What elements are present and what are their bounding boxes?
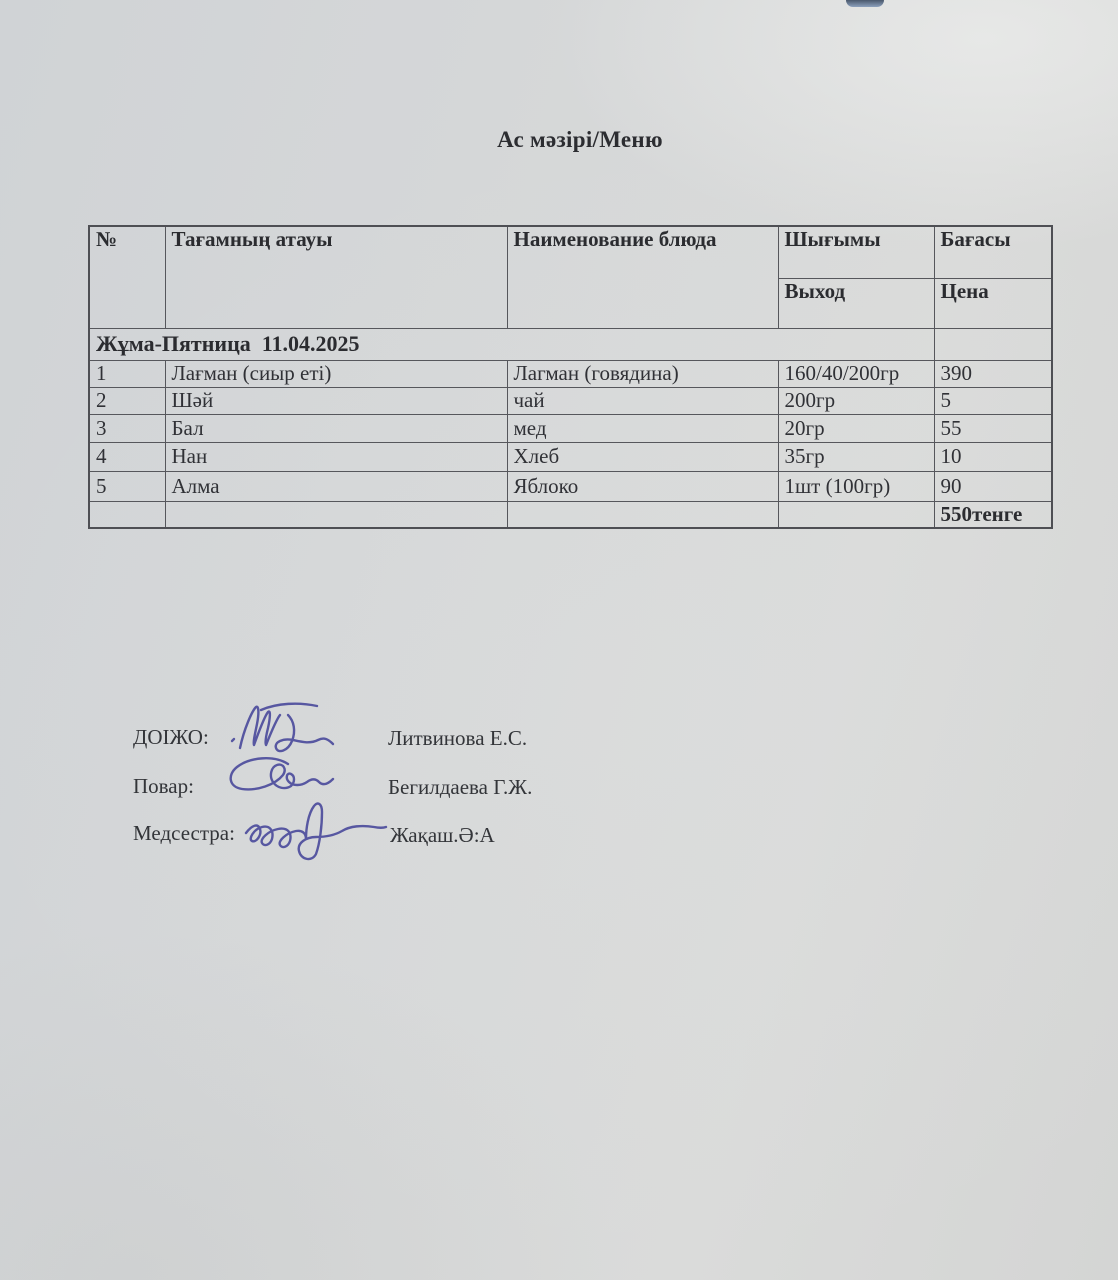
header-row-1: [89, 226, 1052, 278]
signature-person-name: Литвинова Е.С.: [388, 726, 528, 750]
section-empty-cell: [934, 328, 1052, 360]
cell-name-kk: Алма: [165, 471, 507, 501]
table-row: [89, 360, 1052, 387]
cell-name-kk: Бал: [165, 414, 507, 442]
cell-no: 1: [89, 360, 165, 387]
cell-price: 10: [934, 442, 1052, 471]
cell-price: 5: [934, 387, 1052, 414]
cell-no: 5: [89, 471, 165, 501]
empty-cell: [89, 501, 165, 528]
signature-role-label: Медсестра:: [133, 821, 235, 845]
cell-no: 4: [89, 442, 165, 471]
cell-name-ru: Яблоко: [507, 471, 778, 501]
cell-output: 20гр: [778, 414, 934, 442]
table-row: [89, 387, 1052, 414]
section-day-label: Жұма-Пятница 11.04.2025: [89, 328, 934, 360]
page-title: Ас мәзірі/Меню: [497, 127, 663, 152]
col-header-output-kk: Шығымы: [778, 226, 934, 278]
empty-cell: [165, 501, 507, 528]
table-row: [89, 471, 1052, 501]
cell-output: 35гр: [778, 442, 934, 471]
cell-no: 3: [89, 414, 165, 442]
signature-person-name: Жақаш.Ә:А: [390, 823, 495, 847]
section-row: [89, 328, 1052, 360]
empty-cell: [778, 501, 934, 528]
cell-price: 90: [934, 471, 1052, 501]
cell-name-kk: Шәй: [165, 387, 507, 414]
cell-name-ru: Хлеб: [507, 442, 778, 471]
total-price: 550тенге: [934, 501, 1052, 528]
cell-name-kk: Нан: [165, 442, 507, 471]
signature-role-label: Повар:: [133, 774, 194, 798]
col-header-name-ru: Наименование блюда: [507, 226, 778, 328]
cell-output: 1шт (100гр): [778, 471, 934, 501]
signature-ink-3: [238, 798, 390, 871]
total-row: [89, 501, 1052, 528]
col-header-output-ru: Выход: [778, 278, 934, 328]
cell-name-ru: Лагман (говядина): [507, 360, 778, 387]
cell-output: 160/40/200гр: [778, 360, 934, 387]
cell-name-ru: чай: [507, 387, 778, 414]
cell-name-ru: мед: [507, 414, 778, 442]
col-header-no: №: [89, 226, 165, 328]
cell-no: 2: [89, 387, 165, 414]
signature-person-name: Бегилдаева Г.Ж.: [388, 775, 533, 799]
col-header-price-kk: Бағасы: [934, 226, 1052, 278]
table-row: [89, 442, 1052, 471]
col-header-price-ru: Цена: [934, 278, 1052, 328]
table-row: [89, 414, 1052, 442]
paper-edge-mark: [846, 0, 884, 7]
col-header-name-kk: Тағамның атауы: [165, 226, 507, 328]
empty-cell: [507, 501, 778, 528]
cell-output: 200гр: [778, 387, 934, 414]
cell-price: 390: [934, 360, 1052, 387]
menu-table: [88, 225, 1053, 529]
cell-name-kk: Лағман (сиыр еті): [165, 360, 507, 387]
cell-price: 55: [934, 414, 1052, 442]
signature-role-label: ДОІЖО:: [133, 725, 209, 749]
